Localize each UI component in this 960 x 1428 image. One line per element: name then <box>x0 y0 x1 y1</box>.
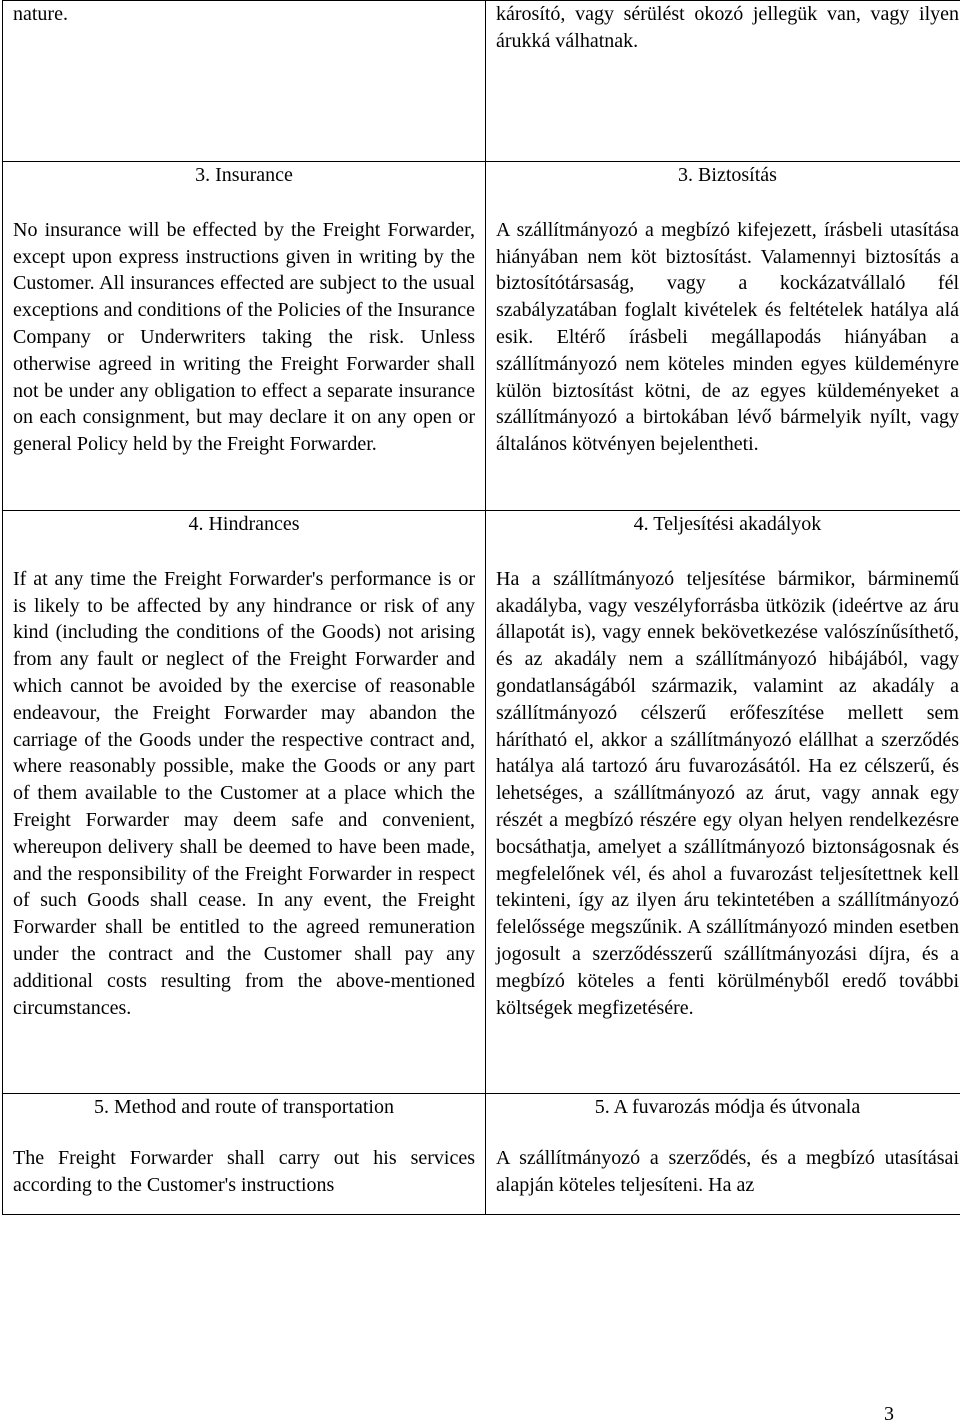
hungarian-column-cell <box>486 1094 960 1215</box>
hungarian-paragraph: Ha a szállítmányozó teljesítése bármikor, bárminemű akadályba, vagy veszélyforrásba ütközik (ideértve az áru állapotát is), vagy ennek bekövetkezése valószínűsíthető, és az akadály nem a szállítmányozó hibájából, vagy gondatlanságából származik, valamint az akadály a szállítmányozó célszerű erőfeszítése mellett sem hárítható el, akkor a szállítmányozó elállhat a szerződés hatálya alá tartozó áru fuvarozásától. Ha ez célszerű, és lehetséges, a szállítmányozó az árut, vagy annak egy részét a megbízó részére egy olyan helyen rendelkezésre bocsáthatja, amelyet a szállítmányozó biztonságosnak és megfelelőnek vél, és ahol a fuvarozást teljesítettnek kell tekinteni, így az ilyen áru tekintetében a szállítmányozó felelőssége megszűnik. A szállítmányozó minden esetben jogosult a szerződésszerű szállítmányozási díjra, és a megbízó köteles a fenti körülményből eredő további költségek megfizetésére. <box>496 567 959 1019</box>
english-paragraph: No insurance will be effected by the Freight Forwarder, except upon express instructions given in writing by the Customer. All insurances effected are subject to the usual exceptions and conditions of the Policies of the Insurance Company or Underwriters taking the risk. Unless otherwise agreed in writing the Freight Forwarder shall not be under any obligation to effect a separate insurance on each consignment, but may declare it on any open or general Policy held by the Freight Forwarder. <box>13 218 475 456</box>
english-column-cell <box>3 1 486 162</box>
english-paragraph: If at any time the Freight Forwarder's performance is or is likely to be affected by any hindrance or risk of any kind (including the conditions of the Goods) not arising from any fault or neglect of the Freight Forwarder and which cannot be avoided by the exercise of reasonable endeavour, the Freight Forwarder may abandon the carriage of the Goods under the respective contract and, where reasonably possible, make the Goods or any part of them available to the Customer at a place which the Freight Forwarder may deem safe and convenient, whereupon delivery shall be deemed to have been made, and the responsibility of the Freight Forwarder in respect of such Goods shall cease. In any event, the Freight Forwarder shall be entitled to the agreed remuneration under the contract and the Customer shall pay any additional costs resulting from the above-mentioned circumstances. <box>13 567 475 1019</box>
hungarian-paragraph: károsító, vagy sérülést okozó jellegük van, vagy ilyen árukká válhatnak. <box>496 3 959 52</box>
hungarian-paragraph: A szállítmányozó a megbízó kifejezett, írásbeli utasítása hiányában nem köt biztosítást. Valamennyi biztosítás a biztosítótársaság, vagy a kockázatvállaló fél szabályzatában foglalt kivételek és feltételek hatálya alá esik. Eltérő írásbeli megállapodás hiányában a szállítmányozó nem köteles minden egyes küldeményre külön biztosítást kötni, de az egyes küldeményeket a szállítmányozó a birtokában lévő bármelyik nyílt, vagy általános kötvényen bejelentheti. <box>496 218 959 456</box>
table-row <box>3 1 960 162</box>
english-paragraph: The Freight Forwarder shall carry out his services according to the Customer's instructions <box>13 1146 475 1196</box>
hungarian-paragraph: A szállítmányozó a szerződés, és a megbízó utasításai alapján köteles teljesíteni. Ha az <box>496 1146 959 1196</box>
section-heading: 4. Hindrances <box>188 513 300 535</box>
table-row <box>3 1094 960 1215</box>
section-heading: 4. Teljesítési akadályok <box>633 513 822 535</box>
hungarian-column-cell <box>486 511 960 1094</box>
bilingual-terms-table <box>2 0 960 1215</box>
table-row <box>3 511 960 1094</box>
section-heading: 5. Method and route of transportation <box>94 1096 394 1118</box>
english-column-cell <box>3 1094 486 1215</box>
page-number: 3 <box>884 1403 894 1425</box>
english-paragraph: nature. <box>13 3 68 25</box>
section-heading: 3. Insurance <box>195 164 293 186</box>
hungarian-column-cell <box>486 162 960 511</box>
table-row <box>3 162 960 511</box>
section-heading: 3. Biztosítás <box>678 164 777 186</box>
section-heading: 5. A fuvarozás módja és útvonala <box>594 1096 861 1118</box>
english-column-cell <box>3 511 486 1094</box>
hungarian-column-cell <box>486 1 960 162</box>
english-column-cell <box>3 162 486 511</box>
